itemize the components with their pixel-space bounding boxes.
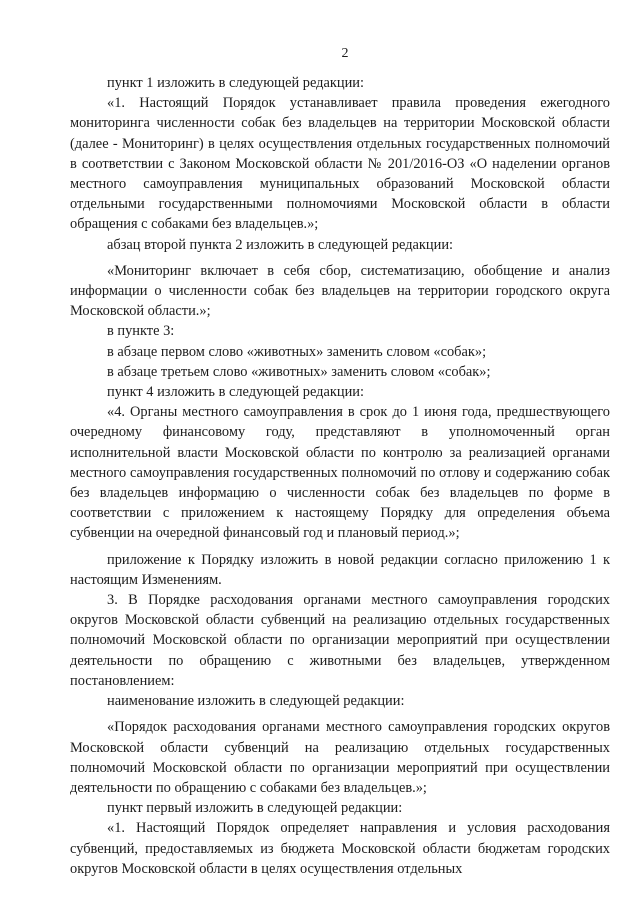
paragraph-monitoring-rules: «1. Настоящий Порядок устанавливает правила проведения ежегодного мониторинга численности собак без владельцев на территории Московской области (далее - Мониторинг) в целях осуществления отдельных государственных полномочий в соответствии с Законом Московской области № 201/2016-ОЗ «О наделении органов местного самоуправления муниципальных образований Московской области отдельными государственными полномочиями Московской области в области обращения с собаками без владельцев.»; (70, 95, 610, 233)
paragraph-first-item-text: «1. Настоящий Порядок определяет направления и условия расходования субвенций, предоставляемых из бюджета Московской области бюджетам городских округов Московской области в целях осуществления отдельных (70, 820, 610, 877)
paragraph-first-item-intro: пункт первый изложить в следующей редакции: (107, 800, 403, 817)
paragraph-item-4-intro: пункт 4 изложить в следующей редакции: (107, 384, 364, 401)
paragraph-item-3-third: в абзаце третьем слово «животных» заменить словом «собак»; (107, 363, 491, 380)
paragraph-title-intro: наименование изложить в следующей редакции: (107, 693, 405, 710)
document-body (70, 73, 610, 879)
paragraph-monitoring-scope: «Мониторинг включает в себя сбор, систематизацию, обобщение и анализ информации о численности собак без владельцев на территории городского округа Московской области.»; (70, 262, 610, 320)
paragraph-section-3: 3. В Порядке расходования органами местного самоуправления городских округов Московской области субвенций на реализацию отдельных государственных полномочий Московской области по организации мероприятий при осуществлении деятельности по обращению с животными без владельцев, утвержденном постановлением: (70, 592, 610, 689)
paragraph-item-2-intro: абзац второй пункта 2 изложить в следующей редакции: (107, 236, 454, 253)
paragraph-item-3-intro: в пункте 3: (107, 323, 175, 340)
paragraph-item-3-first: в абзаце первом слово «животных» заменить словом «собак»; (107, 343, 487, 360)
paragraph-item-1-intro: пункт 1 изложить в следующей редакции: (107, 75, 364, 91)
page-number: 2 (341, 46, 349, 61)
paragraph-title-text: «Порядок расходования органами местного самоуправления городских округов Московской области субвенций на реализацию отдельных государственных полномочий Московской области по организации мероприятий при осуществлении деятельности по обращению с собаками без владельцев.»; (70, 719, 610, 796)
paragraph-appendix: приложение к Порядку изложить в новой редакции согласно приложению 1 к настоящим Изменениям. (70, 551, 610, 588)
paragraph-item-4-text: «4. Органы местного самоуправления в срок до 1 июня года, предшествующего очередному финансовому году, представляют в уполномоченный орган исполнительной власти Московской области по контролю за реализацией органами местного самоуправления государственных полномочий по отлову и содержанию собак без владельцев информацию о численности собак без владельцев по форме в соответствии с приложением к настоящему Порядку для определения объема субвенции на очередной финансовый год и плановый период.»; (70, 404, 610, 542)
